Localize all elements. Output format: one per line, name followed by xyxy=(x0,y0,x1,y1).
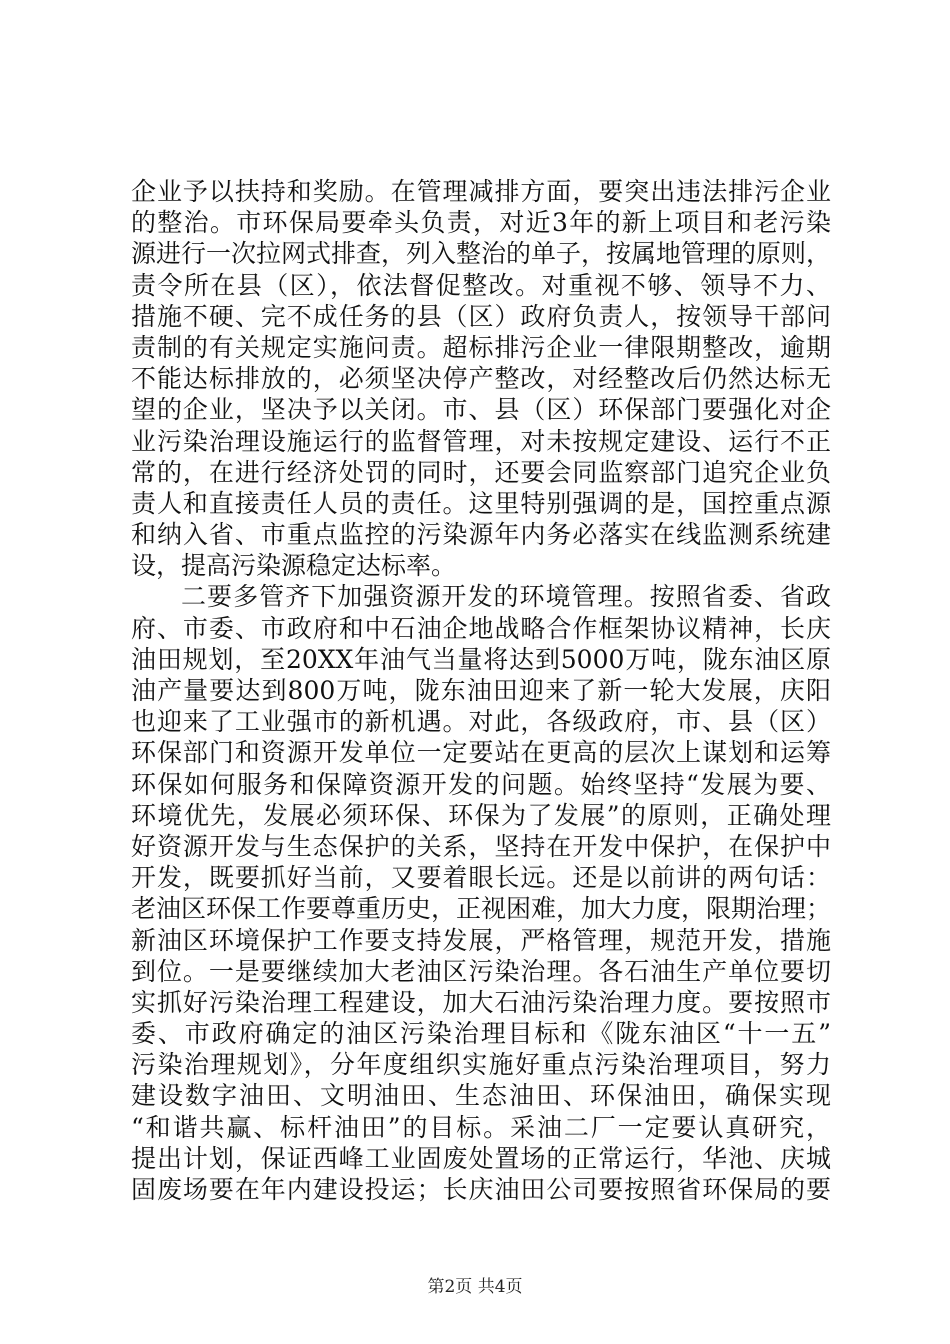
text-line: 责制的有关规定实施问责。超标排污企业一律限期整改，逾期 xyxy=(131,332,831,362)
text-line: 环境优先，发展必须环保、环保为了发展”的原则，正确处理 xyxy=(131,800,831,830)
text-line: 污染治理规划》，分年度组织实施好重点污染治理项目，努力 xyxy=(131,1050,831,1080)
text-line: “和谐共赢、标杆油田”的目标。采油二厂一定要认真研究， xyxy=(131,1112,831,1142)
text-line: 企业予以扶持和奖励。在管理减排方面，要突出违法排污企业 xyxy=(131,177,831,206)
text-line: 常的，在进行经济处罚的同时，还要会同监察部门追究企业负 xyxy=(131,457,831,487)
text-line: 业污染治理设施运行的监督管理，对未按规定建设、运行不正 xyxy=(131,426,831,456)
text-line: 委、市政府确定的油区污染治理目标和《陇东油区“十一五” xyxy=(131,1019,831,1049)
text-line: 和纳入省、市重点监控的污染源年内务必落实在线监测系统建 xyxy=(131,520,831,550)
text-line: 油田规划，至20XX年油气当量将达到5000万吨，陇东油区原 xyxy=(131,644,831,674)
document-body xyxy=(131,176,831,1205)
text-line: 责人和直接责任人员的责任。这里特别强调的是，国控重点源 xyxy=(131,488,831,518)
text-line: 不能达标排放的，必须坚决停产整改，对经整改后仍然达标无 xyxy=(131,364,831,394)
text-line: 实抓好污染治理工程建设，加大石油污染治理力度。要按照市 xyxy=(131,987,831,1017)
text-line: 老油区环保工作要尊重历史，正视困难，加大力度，限期治理； xyxy=(131,894,832,924)
text-line: 源进行一次拉网式排查，列入整治的单子，按属地管理的原则， xyxy=(131,239,832,269)
text-line: 的整治。市环保局要牵头负责，对近3年的新上项目和老污染 xyxy=(131,208,831,238)
text-line: 设，提高污染源稳定达标率。 xyxy=(131,551,457,581)
text-line: 新油区环境保护工作要支持发展，严格管理，规范开发，措施 xyxy=(131,925,831,955)
text-line: 固废场要在年内建设投运；长庆油田公司要按照省环保局的要 xyxy=(131,1175,831,1204)
text-line: 环保如何服务和保障资源开发的问题。始终坚持“发展为要、 xyxy=(131,769,831,799)
text-line: 提出计划，保证西峰工业固废处置场的正常运行，华池、庆城 xyxy=(131,1143,831,1173)
text-line: 油产量要达到800万吨，陇东油田迎来了新一轮大发展，庆阳 xyxy=(131,676,831,705)
text-line: 责令所在县（区），依法督促整改。对重视不够、领导不力、 xyxy=(131,270,831,300)
text-line: 望的企业，坚决予以关闭。市、县（区）环保部门要强化对企 xyxy=(131,395,831,425)
text-line: 府、市委、市政府和中石油企地战略合作框架协议精神，长庆 xyxy=(131,613,831,643)
text-line: 开发，既要抓好当前，又要着眼长远。还是以前讲的两句话： xyxy=(131,863,831,893)
text-line: 措施不硬、完不成任务的县（区）政府负责人，按领导干部问 xyxy=(131,301,831,331)
text-line: 也迎来了工业强市的新机遇。对此，各级政府，市、县（区） xyxy=(131,707,831,737)
text-line: 二要多管齐下加强资源开发的环境管理。按照省委、省政 xyxy=(181,582,831,612)
text-line: 到位。一是要继续加大老油区污染治理。各石油生产单位要切 xyxy=(131,956,831,986)
text-line: 好资源开发与生态保护的关系，坚持在开发中保护，在保护中 xyxy=(131,831,831,861)
text-line: 建设数字油田、文明油田、生态油田、环保油田，确保实现 xyxy=(131,1081,831,1111)
page-footer: 第2页 共4页 xyxy=(427,1277,523,1297)
text-line: 环保部门和资源开发单位一定要站在更高的层次上谋划和运筹 xyxy=(131,738,831,768)
